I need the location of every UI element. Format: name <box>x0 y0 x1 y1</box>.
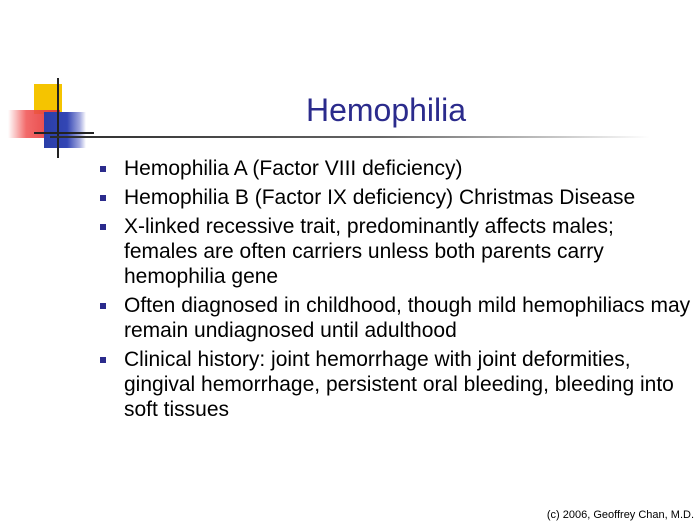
bullet-text: Hemophilia A (Factor VIII deficiency) <box>124 157 463 180</box>
decorative-logo <box>0 0 110 170</box>
bullet-text: Often diagnosed in childhood, though mild hemophiliacs may remain undiagnosed until adulthood <box>124 294 691 342</box>
bullet-text: Hemophilia B (Factor IX deficiency) Christmas Disease <box>124 186 636 209</box>
bullet-text: Clinical history: joint hemorrhage with joint deformities, gingival hemorrhage, persistent oral bleeding, bleeding into soft tissues <box>124 348 674 421</box>
square-bullet-icon <box>100 166 106 172</box>
slide-title: Hemophilia <box>305 92 467 128</box>
square-bullet-icon <box>100 224 106 230</box>
bullet-item <box>92 293 692 343</box>
bullet-item <box>92 156 692 181</box>
copyright-footer: (c) 2006, Geoffrey Chan, M.D. <box>546 509 694 521</box>
square-bullet-icon <box>100 303 106 309</box>
bullet-item <box>92 347 692 422</box>
bullet-list <box>92 156 692 426</box>
square-bullet-icon <box>100 195 106 201</box>
logo-horizontal-line <box>34 132 94 134</box>
bullet-item <box>92 185 692 210</box>
square-bullet-icon <box>100 357 106 363</box>
bullet-item <box>92 214 692 289</box>
bullet-text: X-linked recessive trait, predominantly affects males; females are often carriers unless both parents carry hemophilia gene <box>124 215 614 288</box>
title-divider <box>50 136 650 138</box>
